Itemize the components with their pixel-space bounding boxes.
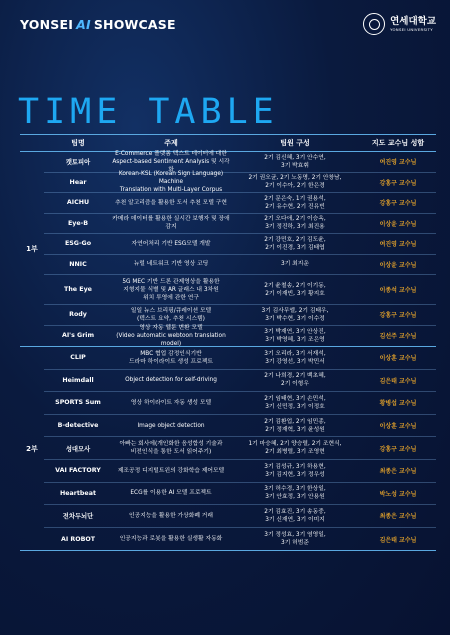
cell-prof: 강홍구 교수님 — [379, 312, 417, 320]
cell-members: 2기 김신혜, 3기 안수연, 3기 박효휘 — [264, 154, 326, 169]
cell-subject: 추천 알고리즘을 활용한 도서 추천 모델 구현 — [115, 199, 227, 206]
table-row — [44, 234, 436, 255]
table-row — [44, 347, 436, 370]
cell-members: 2기 윤철송, 2기 이기동, 2기 이재빈, 3기 황지호 — [264, 282, 326, 297]
cell-team: 전차두뇌단 — [62, 513, 94, 521]
university-seal-icon — [363, 13, 385, 35]
cell-team: AI ROBOT — [60, 535, 96, 543]
cell-subject: 제조공정 디지털트윈의 강화학습 제어모델 — [117, 467, 225, 474]
cell-members: 1기 마승혜, 2기 양승렬, 2기 조현식, 2기 최병렬, 3기 조영현 — [248, 441, 342, 456]
table-row — [44, 460, 436, 483]
cell-team: CLIP — [70, 354, 86, 362]
cell-team: Heartbeat — [60, 489, 96, 497]
cell-team: VAI FACTORY — [55, 467, 101, 475]
cell-team: Hear — [69, 178, 87, 186]
cell-members: 2기 권오균, 2기 노동명, 2기 안창남, 2기 이수아, 2기 한은경 — [248, 175, 342, 190]
table-row — [44, 505, 436, 528]
cell-subject: ECG를 이용한 AI 모델 프로젝트 — [130, 490, 212, 497]
cell-team: 캣토피아 — [65, 159, 91, 167]
col-subject: 주제 — [164, 139, 178, 147]
cell-members: 2기 문은숙, 1기 권용석, 2기 유수현, 2기 진유빈 — [264, 195, 326, 210]
cell-team: The Eye — [64, 286, 92, 293]
cell-subject: 인공지능과 로봇을 활용한 실생활 자동화 — [119, 536, 223, 543]
brand-logo — [20, 17, 176, 32]
table-row — [44, 193, 436, 214]
cell-team: Eye-B — [67, 219, 89, 227]
cell-members: 3기 오리라, 3기 서재석, 3기 강영선, 3기 박민서 — [264, 350, 326, 365]
cell-subject: Korean-KSL (Korean Sign Language) Machine Translation with Multi-Layer Corpus — [118, 171, 224, 194]
cell-prof: 강홍구 교수님 — [379, 445, 417, 453]
cell-prof: 박노성 교수님 — [379, 490, 417, 498]
cell-subject: 영상 하이라이트 자동 생성 모델 — [130, 399, 212, 406]
brand-right: SHOWCASE — [93, 17, 176, 32]
cell-prof: 최종은 교수님 — [379, 468, 417, 476]
cell-subject: 카메라 데이터를 활용한 실시간 보행자 및 장애 감지 — [112, 216, 230, 231]
cell-subject: 영상 자동 웹툰 변환 모델 (Video automatic webtoon translation model) — [116, 324, 226, 347]
table-row — [44, 483, 436, 506]
cell-prof: 황병섭 교수님 — [379, 400, 417, 408]
cell-members: 2기 김환업, 2기 임민종, 2기 정재혁, 3기 윤성원 — [264, 418, 326, 433]
cell-prof: 이상윤 교수님 — [379, 261, 417, 269]
table-row — [44, 415, 436, 438]
table-row — [44, 437, 436, 460]
cell-team: AICHU — [66, 199, 90, 207]
section-label: 1부 — [26, 245, 38, 253]
brand-ai: AI — [76, 17, 91, 32]
table-row — [44, 528, 436, 551]
page-title: TIME TABLE — [18, 92, 279, 132]
cell-team: NNIC — [69, 260, 87, 268]
cell-members: 3기 정성효, 3기 염영일, 3기 허범준 — [264, 532, 326, 547]
cell-subject: 자연어처리 기반 ESG모델 개발 — [131, 240, 211, 247]
university-logo — [363, 13, 436, 35]
cell-team: ESG-Go — [64, 240, 92, 248]
section-1 — [20, 152, 436, 347]
cell-members: 3기 허수경, 3기 한상일, 3기 안효정, 3기 안용원 — [264, 486, 326, 501]
timetable — [20, 134, 436, 551]
table-row — [44, 392, 436, 415]
cell-subject: 일일 뉴스 브리핑/큐레이션 모델 (텍스트 요약, 추천 시스템) — [130, 307, 212, 322]
table-row — [44, 275, 436, 305]
table-row — [44, 152, 436, 173]
section-label: 2부 — [26, 444, 38, 453]
cell-members: 3기 최지운 — [281, 261, 309, 268]
cell-prof: 최종은 교수님 — [379, 513, 417, 521]
table-row — [44, 255, 436, 276]
cell-members: 2기 나희경, 2기 백초혜, 2기 이형우 — [264, 373, 326, 388]
cell-team: Heimdall — [62, 376, 94, 384]
cell-members: 3기 박재연, 3기 안상진, 3기 박영혜, 3기 조은영 — [264, 328, 326, 343]
cell-prof: 이상윤 교수님 — [379, 220, 417, 228]
cell-prof: 여진영 교수님 — [379, 241, 417, 249]
cell-subject: Object detection for self-driving — [125, 377, 217, 384]
cell-members: 2기 강민호, 2기 김도윤, 2기 이진경, 3기 김태엽 — [264, 236, 326, 251]
university-name-kr: 연세대학교 — [390, 15, 436, 27]
cell-members: 3기 김사무엘, 2기 김태우, 3기 박수현, 3기 이수정 — [261, 307, 329, 322]
cell-team: SPORTS Sum — [55, 399, 101, 407]
cell-prof: 김은태 교수님 — [379, 536, 417, 544]
cell-subject: E-Commerce 플랫폼 텍스트 데이터에 대한 Aspect-based Sentiment Analysis 및 시각화 — [112, 150, 230, 173]
table-row — [44, 326, 436, 347]
cell-prof: 강홍구 교수님 — [379, 200, 417, 208]
col-professor: 지도 교수님 성함 — [371, 139, 425, 147]
cell-prof: 김선주 교수님 — [379, 333, 417, 341]
section-2 — [20, 347, 436, 551]
cell-members: 2기 김효진, 3기 송동중, 3기 신재연, 3기 이미지 — [264, 508, 326, 523]
header — [0, 0, 450, 60]
cell-subject: MBC 협업 감정인식기반 드라마 하이라이트 생성 프로젝트 — [129, 350, 213, 365]
cell-prof: 김은태 교수님 — [379, 377, 417, 385]
col-team: 팀명 — [71, 139, 85, 147]
cell-subject: 5G MEC 기반 드론 관제영상을 활용한 지형지물 식별 및 AR 글래스 내 3차원 위치 투영에 관한 연구 — [122, 278, 220, 301]
col-members: 팀원 구성 — [280, 139, 310, 147]
university-name-en: YONSEI UNIVERSITY — [390, 26, 433, 32]
cell-members: 2기 오다애, 2기 이승옥, 3기 정진하, 3기 최진용 — [264, 216, 326, 231]
cell-subject: 뉴럴 네트워크 기반 영상 코딩 — [133, 261, 209, 268]
cell-team: AI's Grim — [61, 332, 95, 340]
table-row — [44, 370, 436, 393]
cell-members: 2기 임태현, 3기 손민석, 3기 신민정, 3기 이정호 — [264, 395, 326, 410]
cell-members: 3기 김성규, 3기 하용현, 3기 김지현, 3기 정우성 — [264, 463, 326, 478]
cell-prof: 이종석 교수님 — [379, 287, 417, 294]
cell-team: 성대모사 — [65, 445, 91, 453]
cell-prof: 이상훈 교수님 — [379, 355, 417, 363]
cell-team: B-detective — [57, 422, 99, 430]
cell-prof: 강홍구 교수님 — [379, 179, 417, 187]
cell-subject: Image object detection — [137, 422, 205, 429]
cell-subject: 아빠는 회사에(개인화한 음성합성 기술과 비전인식을 통한 도서 읽어주기) — [119, 441, 223, 456]
brand-left: YONSEI — [20, 17, 74, 32]
cell-prof: 여진영 교수님 — [379, 159, 417, 167]
cell-subject: 인공지능을 활용한 가상화폐 거래 — [129, 512, 213, 519]
table-row — [44, 214, 436, 235]
cell-prof: 이상훈 교수님 — [379, 423, 417, 431]
table-row — [44, 305, 436, 326]
table-row — [44, 173, 436, 194]
cell-team: Rody — [69, 311, 87, 319]
